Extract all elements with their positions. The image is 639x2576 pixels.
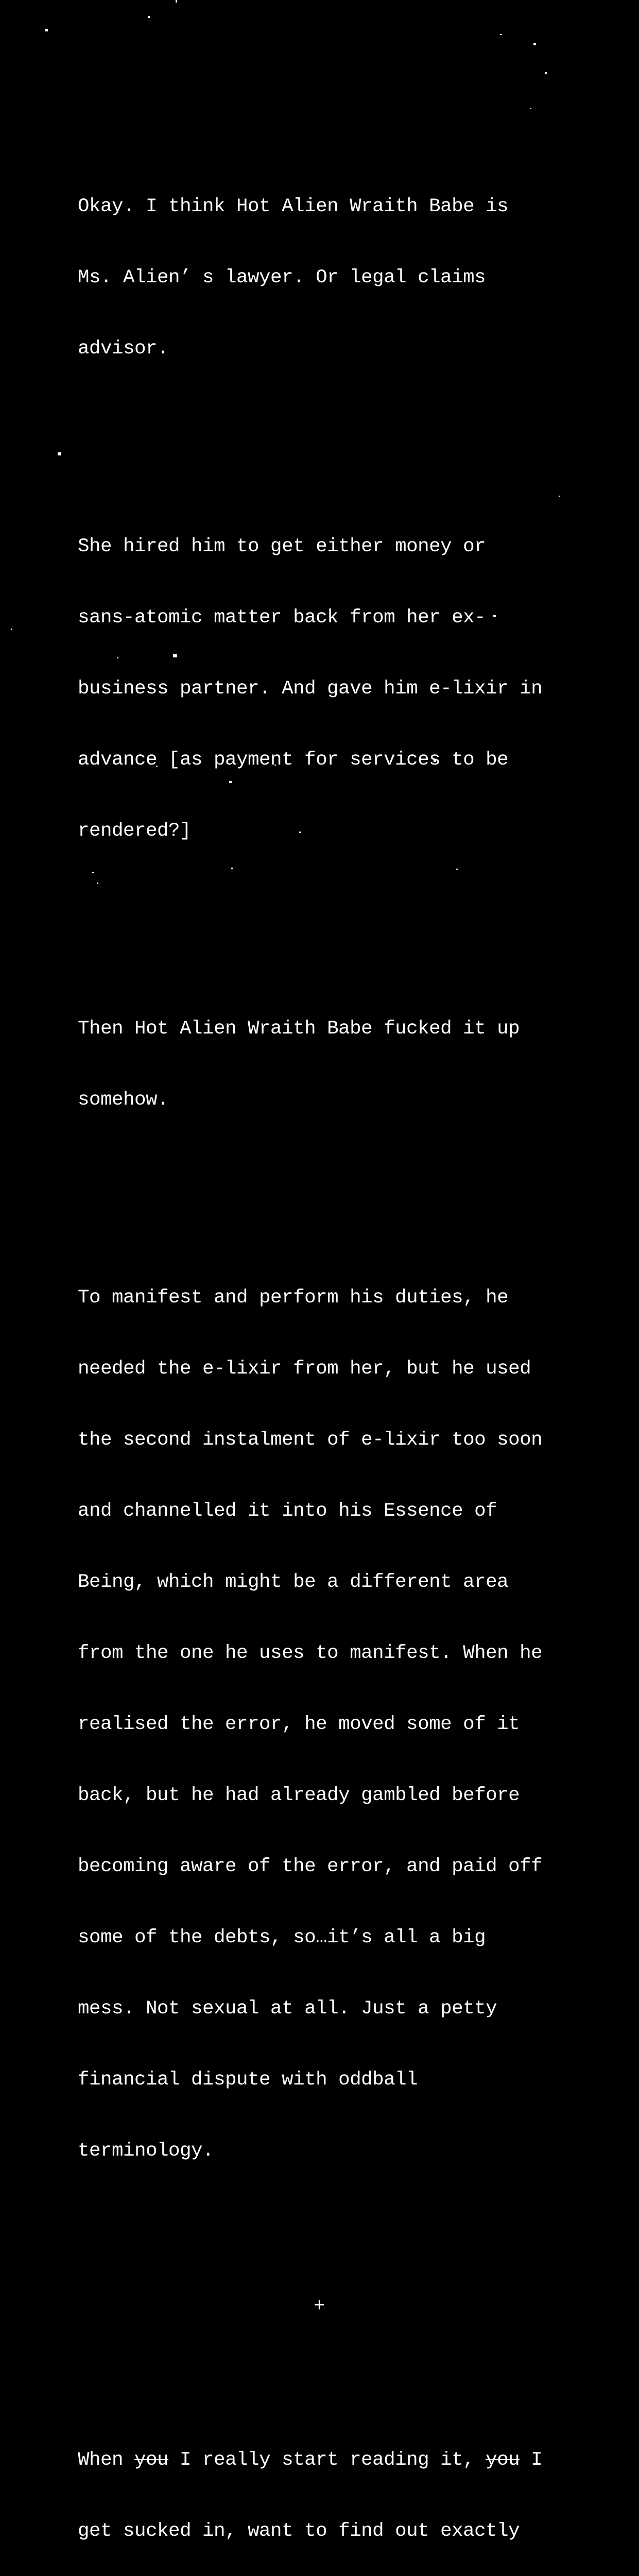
- text-line: some of the debts, so…it’s all a big: [78, 1927, 486, 1948]
- text-line: back, but he had already gambled before: [78, 1785, 520, 1806]
- text-line: Okay. I think Hot Alien Wraith Babe is: [78, 196, 509, 217]
- scan-speck: [45, 29, 48, 31]
- paragraph-1: [78, 147, 562, 408]
- text-line: Ms. Alien’ s lawyer. Or legal claims: [78, 267, 486, 289]
- text-line: Then Hot Alien Wraith Babe fucked it up: [78, 1018, 520, 1040]
- text-line: rendered?]: [78, 820, 192, 842]
- text-line: needed the e-lixir from her, but he used: [78, 1358, 531, 1380]
- text-line: somehow.: [78, 1089, 169, 1111]
- struck-out-word: you: [134, 2449, 169, 2471]
- text-line: advance [as payment for services to be: [78, 749, 509, 771]
- scan-speck: [11, 629, 12, 630]
- text-line: [78, 2448, 562, 2472]
- scan-speck: [176, 0, 177, 3]
- handwritten-notes-text: [78, 76, 562, 2576]
- text-line: sans-atomic matter back from her ex-: [78, 607, 486, 629]
- scan-speck: [545, 72, 547, 74]
- text-line: financial dispute with oddball: [78, 2069, 418, 2091]
- paragraph-2: [78, 487, 562, 890]
- text-line: and channelled it into his Essence of: [78, 1500, 497, 1522]
- paragraph-4: [78, 1239, 562, 2210]
- text-line: She hired him to get either money or: [78, 536, 486, 557]
- text-segment: When: [78, 2449, 135, 2471]
- paragraph-3: [78, 970, 562, 1159]
- text-line: terminology.: [78, 2140, 214, 2162]
- text-line: the second instalment of e-lixir too soon: [78, 1429, 543, 1451]
- text-line: business partner. And gave him e-lixir in: [78, 678, 543, 700]
- text-line: Being, which might be a different area: [78, 1571, 509, 1593]
- text-segment: I really start reading it,: [168, 2449, 486, 2471]
- text-segment: I: [520, 2449, 543, 2471]
- scan-speck: [148, 16, 150, 18]
- text-line: realised the error, he moved some of it: [78, 1714, 520, 1735]
- text-line: To manifest and perform his duties, he: [78, 1287, 509, 1309]
- scan-speck: [500, 34, 502, 35]
- section-separator: +: [314, 2296, 325, 2317]
- paragraph-5: [78, 2401, 562, 2576]
- scan-speck: [58, 452, 61, 455]
- struck-out-word: you: [486, 2449, 520, 2471]
- text-line: advisor.: [78, 338, 169, 360]
- text-line: mess. Not sexual at all. Just a petty: [78, 1998, 497, 2020]
- text-line: get sucked in, want to find out exactly: [78, 2520, 520, 2542]
- scan-speck: [533, 43, 536, 45]
- text-line: becoming aware of the error, and paid off: [78, 1856, 543, 1877]
- text-line: from the one he uses to manifest. When he: [78, 1642, 543, 1664]
